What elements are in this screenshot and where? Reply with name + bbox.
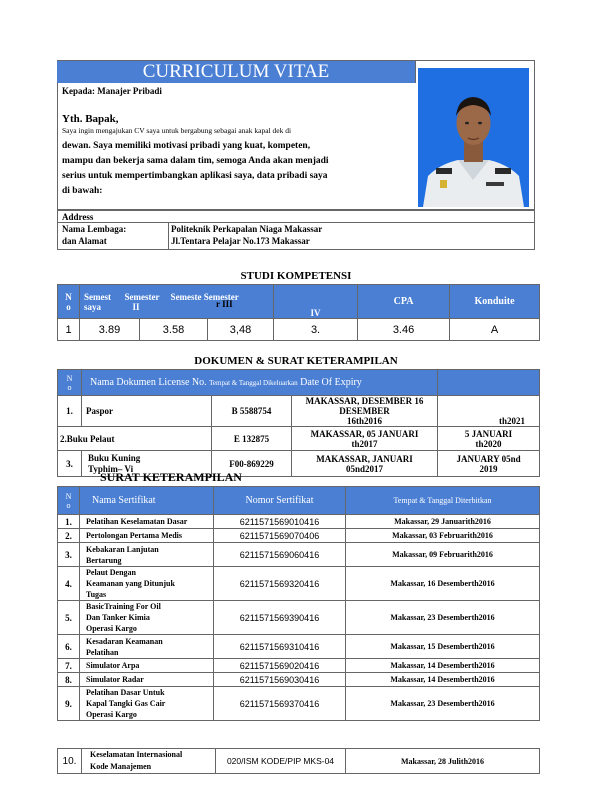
cv-title: CURRICULUM VITAE: [57, 61, 415, 83]
surat-name: Kebakaran Lanjutan Bertarung: [80, 543, 214, 567]
surat-header-no: N o: [58, 487, 80, 515]
intro-paragraph: [62, 139, 414, 199]
surat-date: Makassar, 29 Januarith2016: [346, 515, 540, 529]
studi-cell: 3.58: [140, 319, 208, 341]
dokumen-place-line: 05nd2017: [346, 463, 384, 474]
dokumen-number: B 5588754: [212, 396, 292, 427]
studi-header-sem3: r III: [216, 299, 233, 309]
address-street-label: dan Alamat: [62, 236, 107, 246]
address-col-divider: [168, 222, 169, 250]
surat-row: [58, 659, 540, 673]
surat-date: Makassar, 16 Desemberth2016: [346, 567, 540, 601]
dokumen-expiry-line: 5 JANUARI: [464, 428, 513, 439]
surat-date: Makassar, 14 Desemberth2016: [346, 673, 540, 687]
surat-no: 1.: [58, 515, 80, 529]
dokumen-row: [58, 427, 540, 451]
dokumen-header-no: N o: [58, 370, 82, 396]
studi-header-cpa: CPA: [358, 285, 450, 319]
surat-date: Makassar, 03 Februarith2016: [346, 529, 540, 543]
surat-name: Keselamatan Internasional Kode Manajemen: [82, 749, 216, 774]
dokumen-expiry-line: JANUARY 05nd: [456, 453, 521, 464]
dokumen-name-text: Buku Pelaut: [66, 433, 115, 444]
dokumen-header-expiry: Date Of Expiry: [300, 377, 362, 388]
surat-date: Makassar, 09 Februarith2016: [346, 543, 540, 567]
surat-name: BasicTraining For Oil Dan Tanker Kimia Operasi Kargo: [80, 601, 214, 635]
studi-row: [58, 319, 540, 341]
surat-row: [58, 543, 540, 567]
surat-title: SURAT KETERAMPILAN: [100, 470, 242, 484]
studi-cell: A: [450, 319, 540, 341]
surat-name: Simulator Arpa: [80, 659, 214, 673]
dokumen-name: Paspor: [82, 396, 212, 427]
dokumen-name-line: Typhim– Vi: [88, 463, 134, 474]
surat-no: 7.: [58, 659, 80, 673]
surat-no: 8.: [58, 673, 80, 687]
surat-name: Pelaut Dengan Keamanan yang Ditunjuk Tugas: [80, 567, 214, 601]
salutation: Yth. Bapak,: [62, 113, 119, 125]
surat-number: 6211571569310416: [214, 635, 346, 659]
dokumen-no: 1.: [58, 396, 82, 427]
dokumen-place-line: MAKASSAR, 05 JANUARI: [310, 428, 419, 439]
dokumen-place-line: th2017: [351, 438, 378, 449]
dokumen-expiry-line: 2019: [479, 463, 498, 474]
surat-number: 020/ISM KODE/PIP MKS-04: [216, 749, 346, 774]
surat-date: Makassar, 15 Desemberth2016: [346, 635, 540, 659]
surat-no: 10.: [58, 749, 82, 774]
dokumen-expiry: [438, 427, 540, 451]
kepada-line: Kepada: Manajer Pribadi: [62, 86, 162, 96]
address-street-value: Jl.Tentara Pelajar No.173 Makassar: [171, 236, 310, 246]
surat-no: 3.: [58, 543, 80, 567]
studi-header-row: [58, 285, 540, 319]
surat-row: [58, 567, 540, 601]
dokumen-name-line: Buku Kuning: [88, 452, 141, 463]
dokumen-no: 3.: [58, 451, 82, 477]
dokumen-expiry: [438, 451, 540, 477]
surat-date: Makassar, 23 Desemberth2016: [346, 687, 540, 721]
studi-title: STUDI KOMPETENSI: [240, 270, 352, 282]
intro-small: Saya ingin mengajukan CV saya untuk bergabung sebagai anak kapal dek di: [62, 126, 292, 135]
surat-number: 6211571569010416: [214, 515, 346, 529]
dokumen-place-line: MAKASSAR, DESEMBER 16 DESEMBER: [305, 396, 424, 416]
dokumen-place-line: 16th2016: [347, 416, 383, 426]
surat-no: 4.: [58, 567, 80, 601]
dokumen-no: 2.: [60, 433, 67, 444]
dokumen-row: [58, 396, 540, 427]
dokumen-table: [57, 369, 540, 477]
address-institution-label: Nama Lembaga:: [62, 224, 127, 234]
dokumen-header-place: Tempat & Tanggal Dikeluarkan: [209, 379, 298, 387]
studi-cell: 3.46: [358, 319, 450, 341]
surat-header-date: Tempat & Tanggal Diterbitkan: [346, 487, 540, 515]
dokumen-title: DOKUMEN & SURAT KETERAMPILAN: [194, 355, 398, 367]
dokumen-place: [292, 396, 438, 427]
surat-number: 6211571569020416: [214, 659, 346, 673]
intro-line: serius untuk mempertimbangkan aplikasi saya, data pribadi saya: [62, 171, 328, 181]
portrait-illustration: [418, 68, 529, 207]
address-rule: [57, 222, 535, 223]
dokumen-place: [292, 427, 438, 451]
surat-row10-table: [57, 748, 540, 774]
surat-no: 2.: [58, 529, 80, 543]
dokumen-header-main: [82, 370, 438, 396]
dokumen-place: [292, 451, 438, 477]
address-divider: [57, 210, 535, 211]
surat-header-row: [58, 487, 540, 515]
studi-cell: 3.89: [80, 319, 140, 341]
dokumen-expiry: th2021: [438, 396, 540, 427]
dokumen-header-blank: [438, 370, 540, 396]
studi-table: [57, 284, 540, 341]
surat-no: 9.: [58, 687, 80, 721]
dokumen-number: E 132875: [212, 427, 292, 451]
surat-no: 6.: [58, 635, 80, 659]
surat-date: Makassar, 28 Julith2016: [346, 749, 540, 774]
surat-name: Pertolongan Pertama Medis: [80, 529, 214, 543]
surat-name: Kesadaran Keamanan Pelatihan: [80, 635, 214, 659]
surat-date: Makassar, 23 Desemberth2016: [346, 601, 540, 635]
studi-header-sem4: IV: [274, 285, 358, 319]
surat-row: [58, 529, 540, 543]
studi-cell: 3.: [274, 319, 358, 341]
surat-name: Pelatihan Dasar Untuk Kapal Tangki Gas Cair Operasi Kargo: [80, 687, 214, 721]
address-institution-value: Politeknik Perkapalan Niaga Makassar: [171, 224, 323, 234]
address-label: Address: [62, 212, 94, 222]
surat-number: 6211571569390416: [214, 601, 346, 635]
surat-name: Pelatihan Keselamatan Dasar: [80, 515, 214, 529]
intro-line: di bawah:: [62, 186, 103, 196]
dokumen-header-row: [58, 370, 540, 396]
surat-body: [58, 515, 540, 721]
dokumen-place-line: MAKASSAR, JANUARI: [316, 453, 413, 464]
surat-number: 6211571569320416: [214, 567, 346, 601]
studi-header-semesters: Semest Semester Semeste Semester saya II: [80, 285, 274, 319]
intro-line: mampu dan bekerja sama dalam tim, semoga Anda akan menjadi: [62, 156, 329, 166]
profile-photo: [418, 68, 529, 207]
dokumen-header-name: Nama Dokumen License No.: [90, 377, 207, 388]
surat-row: [58, 749, 540, 774]
studi-header-konduite: Konduite: [450, 285, 540, 319]
surat-row: [58, 687, 540, 721]
surat-number: 6211571569030416: [214, 673, 346, 687]
studi-cell: 3,48: [208, 319, 274, 341]
dokumen-expiry-line: th2020: [475, 438, 502, 449]
intro-line: dewan. Saya memiliki motivasi pribadi yang kuat, kompeten,: [62, 141, 311, 151]
studi-cell: 1: [58, 319, 80, 341]
surat-row: [58, 635, 540, 659]
surat-row: [58, 673, 540, 687]
dokumen-name: [58, 427, 212, 451]
surat-no: 5.: [58, 601, 80, 635]
studi-header-no: N o: [58, 285, 80, 319]
surat-row: [58, 515, 540, 529]
surat-row: [58, 601, 540, 635]
surat-number: 6211571569060416: [214, 543, 346, 567]
surat-table: [57, 486, 540, 721]
surat-header-name: Nama Sertifikat: [80, 487, 214, 515]
surat-date: Makassar, 14 Desemberth2016: [346, 659, 540, 673]
surat-number: 6211571569370416: [214, 687, 346, 721]
surat-name: Simulator Radar: [80, 673, 214, 687]
dokumen-number: F00-869229: [212, 451, 292, 477]
surat-header-num: Nomor Sertifikat: [214, 487, 346, 515]
surat-number: 6211571569070406: [214, 529, 346, 543]
